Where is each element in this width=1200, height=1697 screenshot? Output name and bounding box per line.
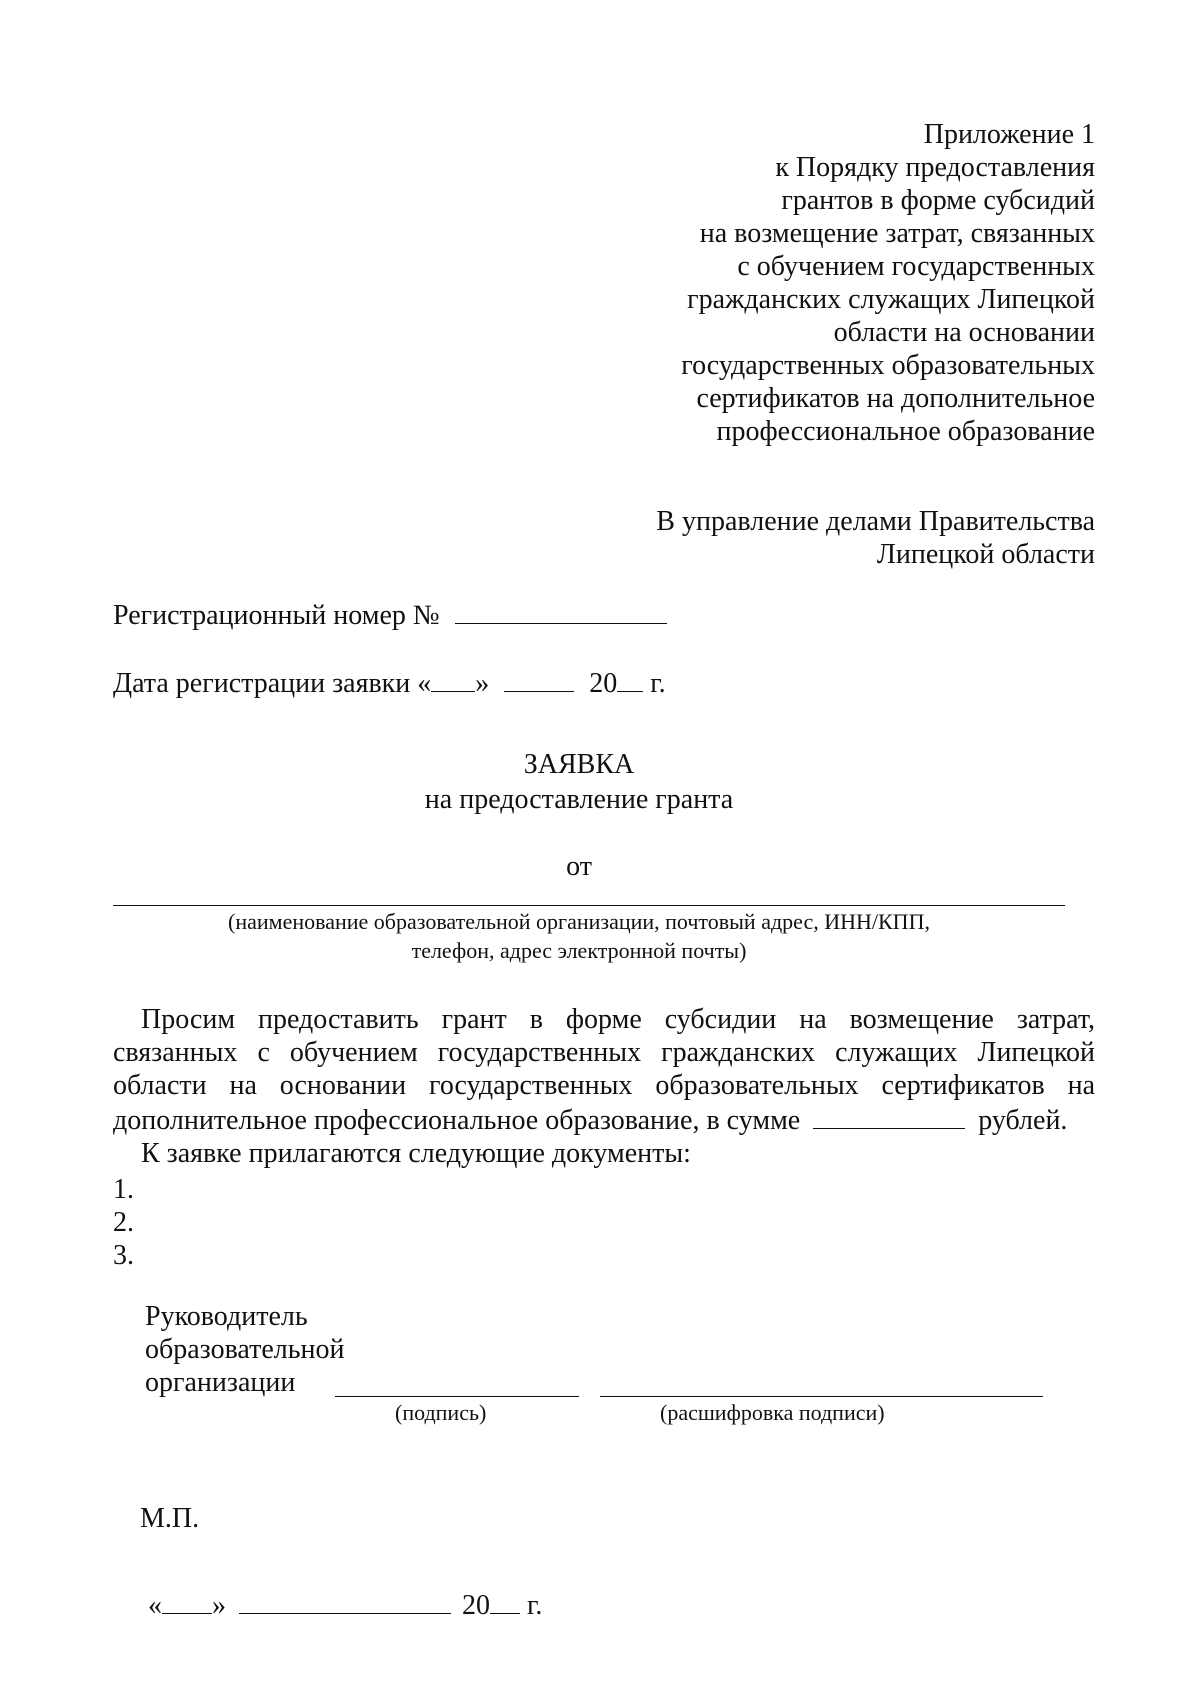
footer-date-close-quote: »: [212, 1590, 226, 1621]
addressee-line: Липецкой области: [876, 539, 1095, 570]
annex-header: [535, 118, 1095, 448]
registration-month-field[interactable]: [504, 665, 574, 692]
request-paragraph: [113, 1003, 1095, 1170]
annex-line: сертификатов на дополнительное: [696, 383, 1095, 414]
stamp-label: М.П.: [140, 1503, 200, 1534]
document-subtitle: на предоставление гранта: [424, 784, 734, 815]
signature-caption: (подпись): [395, 1400, 487, 1425]
footer-date-row: [148, 1587, 542, 1622]
annex-line: государственных образовательных: [681, 350, 1095, 381]
registration-year-prefix: 20: [589, 668, 618, 699]
attachment-item[interactable]: 1.: [113, 1174, 134, 1205]
signer-line: образовательной: [145, 1334, 345, 1365]
signer-line: организации: [145, 1367, 296, 1398]
attachments-list: [113, 1173, 134, 1272]
annex-line: с обучением государственных: [737, 251, 1095, 282]
registration-number-label: Регистрационный номер №: [113, 600, 440, 631]
annex-line: профессиональное образование: [716, 416, 1095, 447]
registration-year-suffix: г.: [650, 668, 666, 699]
footer-month-field[interactable]: [239, 1587, 451, 1614]
registration-number-row: [113, 597, 667, 632]
applicant-caption-line2: телефон, адрес электронной почты): [411, 938, 747, 963]
annex-line: области на основании: [833, 317, 1095, 348]
applicant-caption-line1: (наименование образовательной организации, почтовый адрес, ИНН/КПП,: [228, 909, 930, 934]
annex-line: на возмещение затрат, связанных: [699, 218, 1095, 249]
grant-amount-field[interactable]: [813, 1102, 965, 1129]
annex-line: Приложение 1: [923, 119, 1095, 150]
attachment-item[interactable]: 2.: [113, 1207, 134, 1238]
registration-date-close-quote: »: [475, 668, 490, 699]
registration-date-label: Дата регистрации заявки «: [113, 668, 432, 699]
footer-date-open-quote: «: [148, 1590, 162, 1621]
signature-decoding-caption: (расшифровка подписи): [660, 1400, 885, 1425]
addressee-block: [495, 505, 1095, 571]
document-title: ЗАЯВКА: [523, 749, 635, 780]
from-label: от: [566, 851, 592, 882]
signature-field[interactable]: [335, 1396, 579, 1397]
attachment-item[interactable]: 3.: [113, 1240, 134, 1271]
registration-date-row: [113, 665, 666, 700]
footer-year-field[interactable]: [490, 1587, 520, 1614]
applicant-field[interactable]: [113, 905, 1065, 906]
registration-number-field[interactable]: [455, 597, 667, 624]
footer-day-field[interactable]: [162, 1587, 212, 1614]
registration-day-field[interactable]: [431, 665, 475, 692]
annex-line: грантов в форме субсидий: [781, 185, 1095, 216]
footer-year-prefix: 20: [462, 1590, 490, 1621]
registration-year-field[interactable]: [617, 665, 643, 692]
addressee-line: В управление делами Правительства: [656, 506, 1095, 537]
footer-year-suffix: г.: [527, 1590, 543, 1621]
signer-title: [145, 1300, 385, 1399]
signature-decoding-field[interactable]: [600, 1396, 1043, 1397]
annex-line: к Порядку предоставления: [775, 152, 1095, 183]
request-currency: рублей.: [978, 1105, 1068, 1136]
attachments-intro: К заявке прилагаются следующие документы:: [141, 1138, 691, 1169]
signer-line: Руководитель: [145, 1301, 308, 1332]
annex-line: гражданских служащих Липецкой: [687, 284, 1095, 315]
request-text: Просим предоставить грант в форме субсидии на возмещение затрат, связанных с обучением государственных гражданских служащих Липецкой области на основании государственных образовательных сертификатов на дополнительное профессиональное образование, в сумме: [113, 1004, 1095, 1136]
